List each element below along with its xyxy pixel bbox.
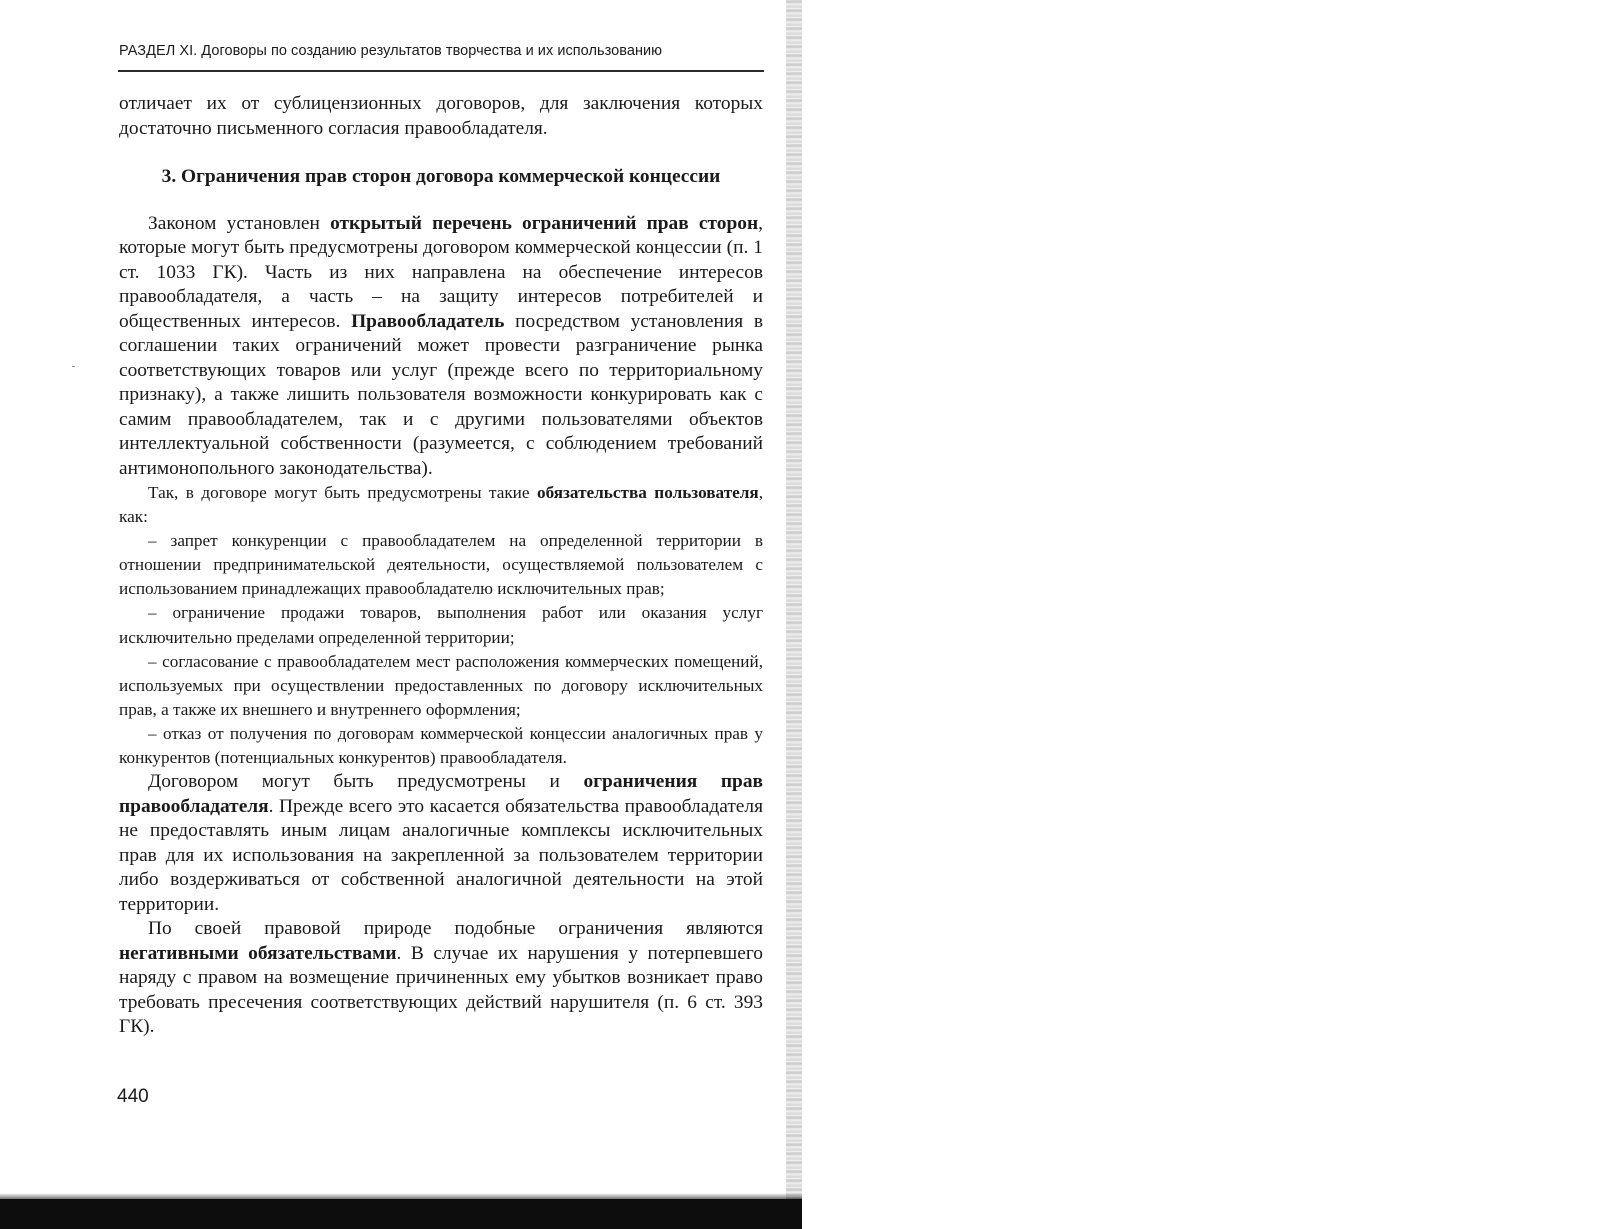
paragraph-intro: отличает их от сублицензионных договоров, для заключения которых достаточно письменного согласия правообладателя. — [119, 93, 763, 139]
paragraph-2-bold: обязательства пользователя — [536, 483, 759, 502]
paragraph-4-text-a: По своей правовой природе подобные ограничения являются — [148, 918, 763, 940]
book-gutter — [786, 0, 802, 1229]
list-item: – ограничение продажи товаров, выполнения работ или оказания услуг исключительно пределами определенной территории; — [119, 603, 763, 647]
paragraph-1-bold-1: открытый перечень ограничений прав сторон — [330, 212, 759, 234]
paragraph-1-text-d: посредством установления в соглашении таких ограничений может провести разграничение рынка соответствующих товаров или услуг (прежде всего по территориальному признаку), а также лишить пользователя возможности конкурировать как с самим правообладателем, так и с другими пользователями объектов интеллектуальной собственности (разумеется, с соблюдением требований антимонопольного законодательства). — [119, 310, 763, 479]
paragraph-2 — [119, 481, 763, 529]
list-item: – согласование с правообладателем мест расположения коммерческих помещений, используемых при осуществлении предоставленных по договору исключительных прав, а также их внешнего и внутреннего оформления; — [119, 651, 763, 719]
paragraph-2-text-c: , как: — [119, 483, 764, 527]
paragraph-1-text-c: , которые могут быть предусмотрены договором коммерческой концессии (п. 1 ст. 1033 ГК). Часть из них направлена на обеспечение интересов правообладателя, а часть – на защиту интересов потребителей и общественных интересов. — [119, 212, 763, 332]
page-body — [119, 92, 763, 1040]
paragraph-3-text-c: . Прежде всего это касается обязательства правообладателя не предоставлять иным лицам аналогичные комплексы исключительных прав для их использования на закрепленной за пользователем территории либо воздерживаться от собственной аналогичной деятельности на этой территории. — [119, 795, 763, 915]
paragraph-4-bold: негативными обязательствами — [119, 942, 397, 964]
paragraph-4 — [119, 917, 763, 1040]
margin-mark — [72, 366, 75, 367]
running-head: РАЗДЕЛ XI. Договоры по созданию результатов творчества и их использованию — [119, 43, 663, 59]
paragraph-3 — [119, 770, 763, 917]
section-title: 3. Ограничения прав сторон договора коммерческой концессии — [161, 166, 721, 187]
paragraph-2-text-a: Так, в договоре могут быть предусмотрены такие — [148, 483, 537, 502]
header-rule — [118, 70, 764, 72]
paragraph-3-text-a: Договором могут быть предусмотрены и — [148, 771, 584, 793]
scan-bottom-shadow — [0, 1199, 802, 1229]
paragraph-3-bold: ограничения прав правообладателя — [119, 771, 763, 817]
page-number: 440 — [117, 1086, 149, 1107]
paragraph-1-text-a: Законом установлен — [148, 212, 331, 234]
paragraph-4-text-c: . В случае их нарушения у потерпевшего наряду с правом на возмещение причиненных ему убытков возникает право требовать пресечения соответствующих действий нарушителя (п. 6 ст. 393 ГК). — [119, 942, 763, 1038]
paragraph-1-bold-2: Правообладатель — [351, 310, 505, 332]
list-item: – запрет конкуренции с правообладателем на определенной территории в отношении предпринимательской деятельности, осуществляемой пользователем с использованием принадлежащих правообладателю исключительных прав; — [119, 531, 763, 599]
list-item: – отказ от получения по договорам коммерческой концессии аналогичных прав у конкурентов (потенциальных конкурентов) правообладателя. — [119, 723, 763, 768]
paragraph-1 — [119, 212, 763, 482]
